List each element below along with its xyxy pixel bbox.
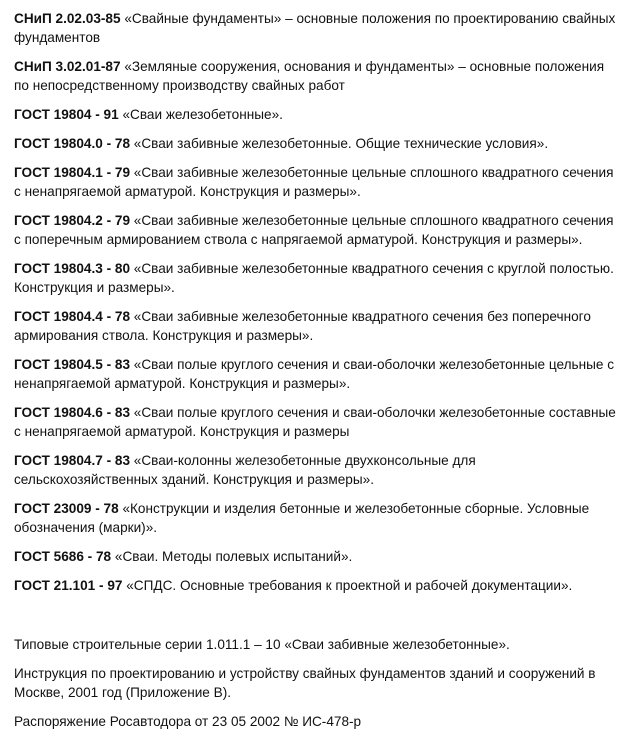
standard-code: ГОСТ 19804.4 - 78 — [14, 309, 130, 324]
standard-entry — [14, 547, 620, 566]
standard-title: «Сваи железобетонные». — [118, 107, 283, 122]
standard-code: ГОСТ 19804.3 - 80 — [14, 261, 130, 276]
standard-entry — [14, 211, 620, 249]
standard-code: СНиП 2.02.03-85 — [14, 11, 121, 26]
document-body — [14, 9, 620, 741]
standard-title: «Сваи забивные железобетонные цельные сплошного квадратного сечения с поперечным армированием ствола с напрягаемой арматурой. Конструкция и размеры». — [14, 213, 614, 247]
standard-title: «Земляные сооружения, основания и фундаменты» – основные положения по непосредственному производству свайных работ — [14, 59, 605, 93]
standard-code: СНиП 3.02.01-87 — [14, 59, 121, 74]
standard-code: ГОСТ 19804.7 - 83 — [14, 453, 130, 468]
standard-entry — [14, 451, 620, 489]
standard-code: ГОСТ 21.101 - 97 — [14, 578, 123, 593]
standard-code: ГОСТ 19804 - 91 — [14, 107, 119, 122]
standard-code: ГОСТ 19804.0 - 78 — [14, 136, 130, 151]
standard-title: «Сваи забивные железобетонные. Общие технические условия». — [130, 136, 549, 151]
standard-title: «СПДС. Основные требования к проектной и рабочей документации». — [122, 578, 573, 593]
other-document: Распоряжение Росавтодора от 23 05 2002 № ИС-478-р — [14, 714, 362, 729]
standard-entry — [14, 355, 620, 393]
standard-title: «Конструкции и изделия бетонные и железобетонные сборные. Условные обозначения (марки)». — [14, 501, 590, 535]
other-document: Типовые строительные серии 1.011.1 – 10 «Сваи забивные железобетонные». — [14, 637, 510, 652]
standard-title: «Сваи полые круглого сечения и сваи-оболочки железобетонные цельные с ненапрягаемой арматурой. Конструкция и размеры». — [14, 357, 615, 391]
standard-title: «Сваи полые круглого сечения и сваи-оболочки железобетонные составные с ненапрягаемой арматурой. Конструкция и размеры — [14, 405, 616, 439]
other-document: Инструкция по проектированию и устройству свайных фундаментов зданий и сооружений в Москве, 2001 год (Приложение В). — [14, 666, 596, 700]
standard-entry — [14, 57, 620, 95]
section-spacer — [14, 605, 620, 635]
standard-entry — [14, 163, 620, 201]
standard-code: ГОСТ 5686 - 78 — [14, 549, 112, 564]
standard-title: «Сваи-колонны железобетонные двухконсольные для сельскохозяйственных зданий. Конструкция и размеры». — [14, 453, 476, 487]
standard-title: «Сваи забивные железобетонные квадратного сечения без поперечного армирования ствола. Конструкция и размеры». — [14, 309, 591, 343]
standard-entry — [14, 576, 620, 595]
standard-code: ГОСТ 23009 - 78 — [14, 501, 119, 516]
standard-entry — [14, 403, 620, 441]
standard-entry — [14, 307, 620, 345]
standard-code: ГОСТ 19804.1 - 79 — [14, 165, 130, 180]
standard-code: ГОСТ 19804.2 - 79 — [14, 213, 130, 228]
standard-title: «Сваи забивные железобетонные цельные сплошного квадратного сечения с ненапрягаемой арматурой. Конструкция и размеры». — [14, 165, 614, 199]
standard-code: ГОСТ 19804.5 - 83 — [14, 357, 130, 372]
standard-code: ГОСТ 19804.6 - 83 — [14, 405, 130, 420]
standard-entry — [14, 259, 620, 297]
standard-entry — [14, 499, 620, 537]
standard-entry — [14, 134, 620, 153]
standard-title: «Сваи. Методы полевых испытаний». — [111, 549, 353, 564]
standard-entry — [14, 105, 620, 124]
standard-title: «Сваи забивные железобетонные квадратного сечения с круглой полостью. Конструкция и размеры». — [14, 261, 614, 295]
standard-title: «Свайные фундаменты» – основные положения по проектированию свайных фундаментов — [14, 11, 616, 45]
standard-entry — [14, 9, 620, 47]
